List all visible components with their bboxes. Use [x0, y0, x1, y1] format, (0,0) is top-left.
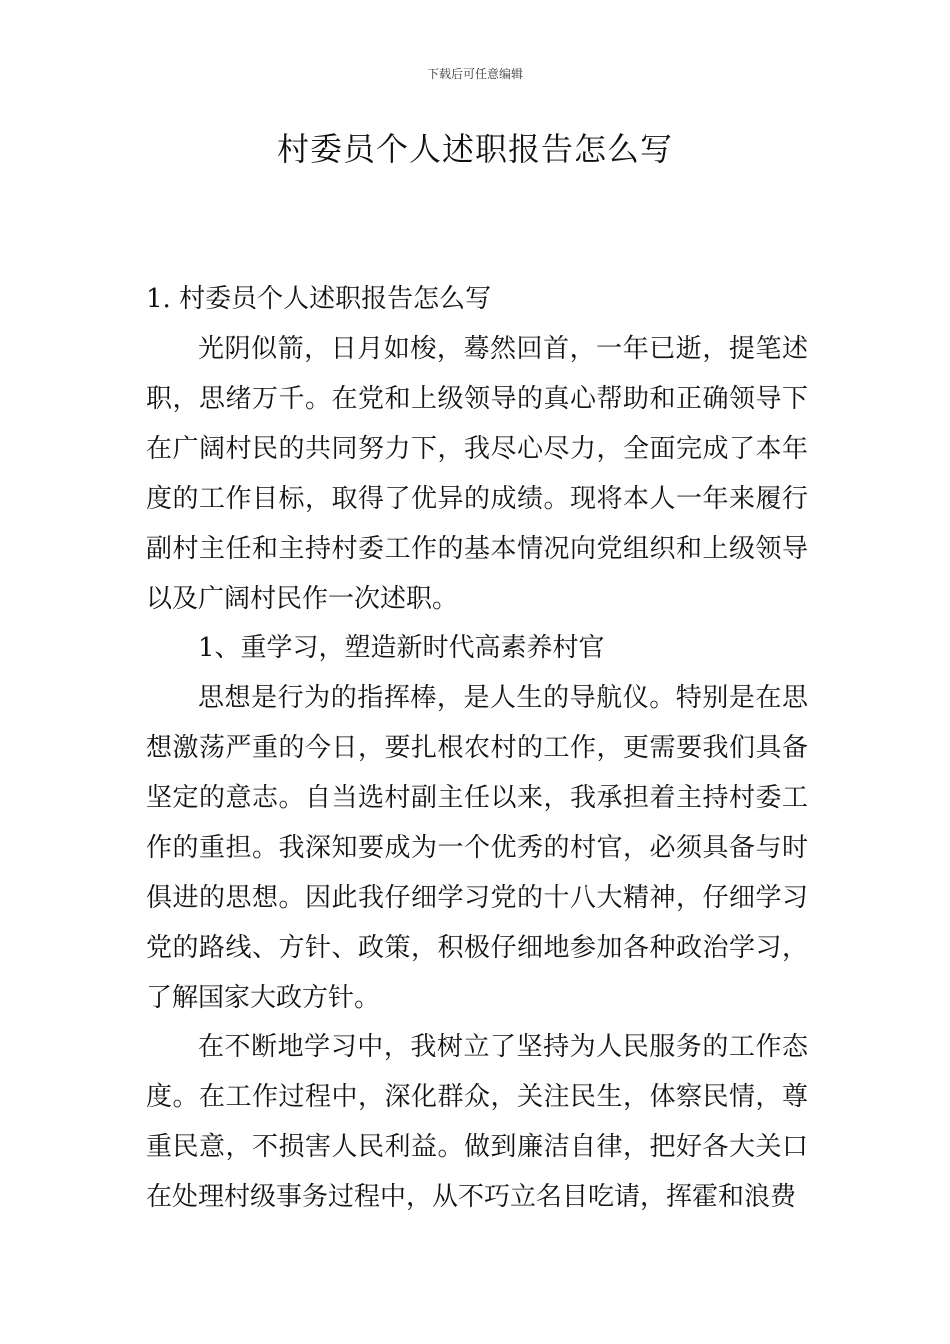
paragraph-intro: 光阴似箭，日月如梭，蓦然回首，一年已逝，提笔述职，思绪万千。在党和上级领导的真心帮助和正确领导下在广阔村民的共同努力下，我尽心尽力，全面完成了本年度的工作目标，取得了优异的成绩。现将本人一年来履行副村主任和主持村委工作的基本情况向党组织和上级领导以及广阔村民作一次述职。	[146, 334, 808, 614]
paragraph-thought: 思想是行为的指挥棒，是人生的导航仪。特别是在思想激荡严重的今日，要扎根农村的工作，更需要我们具备坚定的意志。自当选村副主任以来，我承担着主持村委工作的重担。我深知要成为一个优秀的村官，必须具备与时俱进的思想。因此我仔细学习党的十八大精神，仔细学习党的路线、方针、政策，积极仔细地参加各种政治学习，了解国家大政方针。	[146, 683, 808, 1013]
page-title: 村委员个人述职报告怎么写	[276, 130, 673, 168]
header-note: 下载后可任意编辑	[426, 67, 523, 81]
subheading-study: 1、重学习，塑造新时代高素养村官	[198, 633, 605, 663]
section-heading: 1. 村委员个人述职报告怎么写	[146, 284, 492, 314]
paragraph-attitude: 在不断地学习中，我树立了坚持为人民服务的工作态度。在工作过程中，深化群众，关注民生，体察民情，尊重民意，不损害人民利益。做到廉洁自律，把好各大关口在处理村级事务过程中，从不巧立名目吃请，挥霍和浪费	[146, 1032, 808, 1212]
